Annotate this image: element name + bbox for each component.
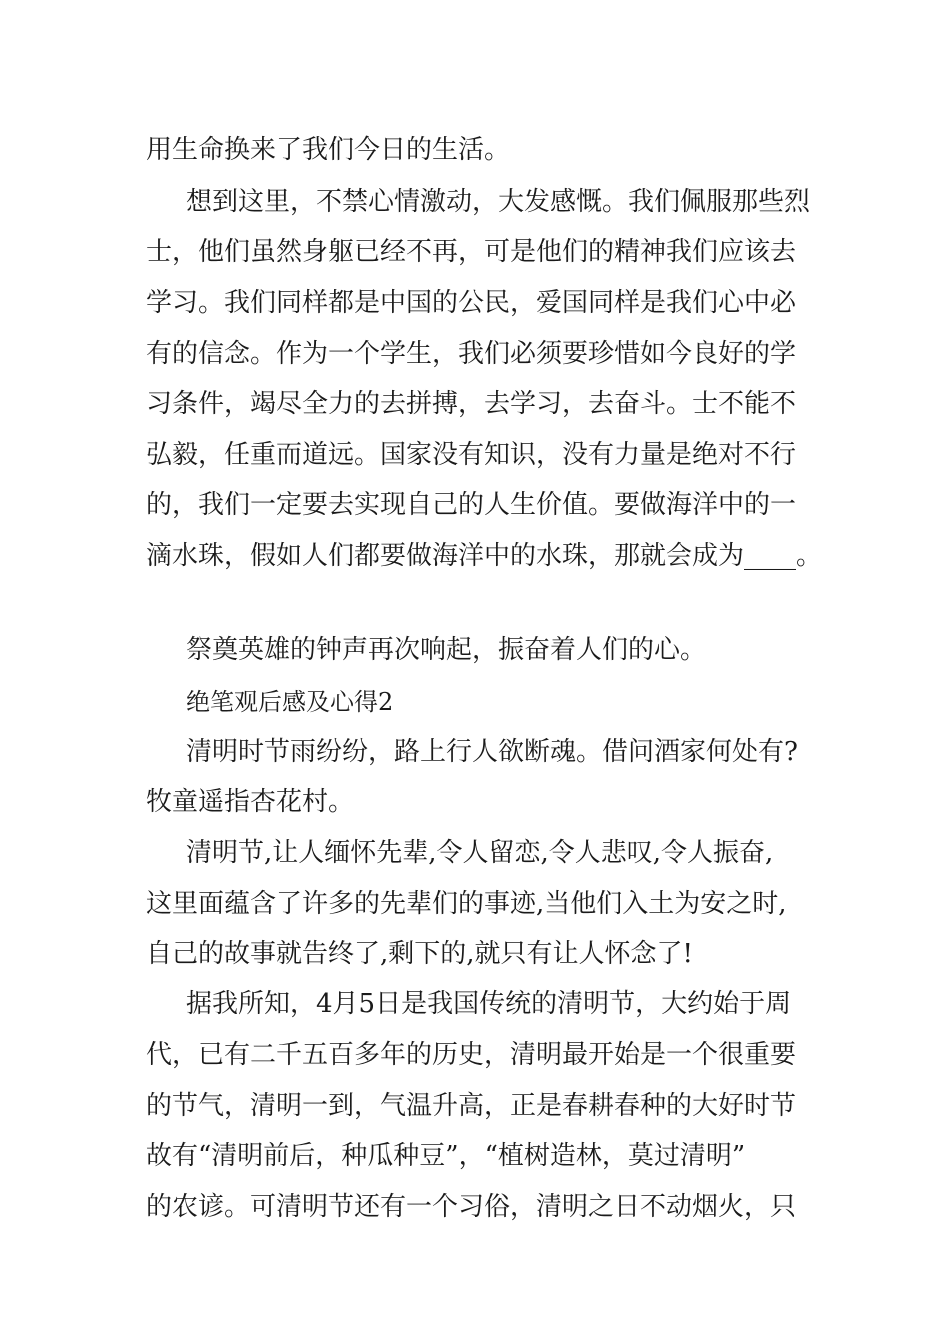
paragraph-start-line: 清明时节雨纷纷，路上行人欲断魂。借问酒家何处有? xyxy=(186,737,798,767)
text-line: 这里面蕴含了许多的先辈们的事迹,当他们入土为安之时, xyxy=(146,889,787,919)
text-line: 牧童遥指杏花村。 xyxy=(146,787,355,817)
text-line: 用生命换来了我们今日的生活。 xyxy=(146,135,511,165)
text-line: 的，我们一定要去实现自己的人生价值。要做海洋中的一 xyxy=(146,490,797,520)
text-line: 习条件，竭尽全力的去拼搏，去学习，去奋斗。士不能不 xyxy=(146,389,797,419)
paragraph-start-line: 想到这里，不禁心情激动，大发感慨。我们佩服那些烈 xyxy=(186,187,811,217)
text-line: 弘毅，任重而道远。国家没有知识，没有力量是绝对不行 xyxy=(146,440,797,470)
text-line: 有的信念。作为一个学生，我们必须要珍惜如今良好的学 xyxy=(146,339,797,369)
paragraph-start-line: 祭奠英雄的钟声再次响起，振奋着人们的心。 xyxy=(186,635,707,665)
text-line: 故有“清明前后，种瓜种豆”，“植树造林，莫过清明” xyxy=(146,1141,746,1171)
text-line: 的农谚。可清明节还有一个习俗，清明之日不动烟火，只 xyxy=(146,1192,797,1222)
text-line: 代，已有二千五百多年的历史，清明最开始是一个很重要 xyxy=(146,1040,797,1070)
text-line: 滴水珠，假如人们都要做海洋中的水珠，那就会成为____。 xyxy=(146,541,823,571)
text-line: 学习。我们同样都是中国的公民，爱国同样是我们心中必 xyxy=(146,288,797,318)
text-line: 自己的故事就告终了,剩下的,就只有让人怀念了! xyxy=(146,939,693,969)
section-heading: 绝笔观后感及心得2 xyxy=(186,688,394,716)
text-line: 的节气，清明一到，气温升高，正是春耕春种的大好时节 xyxy=(146,1091,797,1121)
text-line: 士，他们虽然身躯已经不再，可是他们的精神我们应该去 xyxy=(146,237,797,267)
paragraph-start-line: 据我所知，4月5日是我国传统的清明节，大约始于周 xyxy=(186,989,792,1019)
paragraph-start-line: 清明节,让人缅怀先辈,令人留恋,令人悲叹,令人振奋, xyxy=(186,838,774,868)
